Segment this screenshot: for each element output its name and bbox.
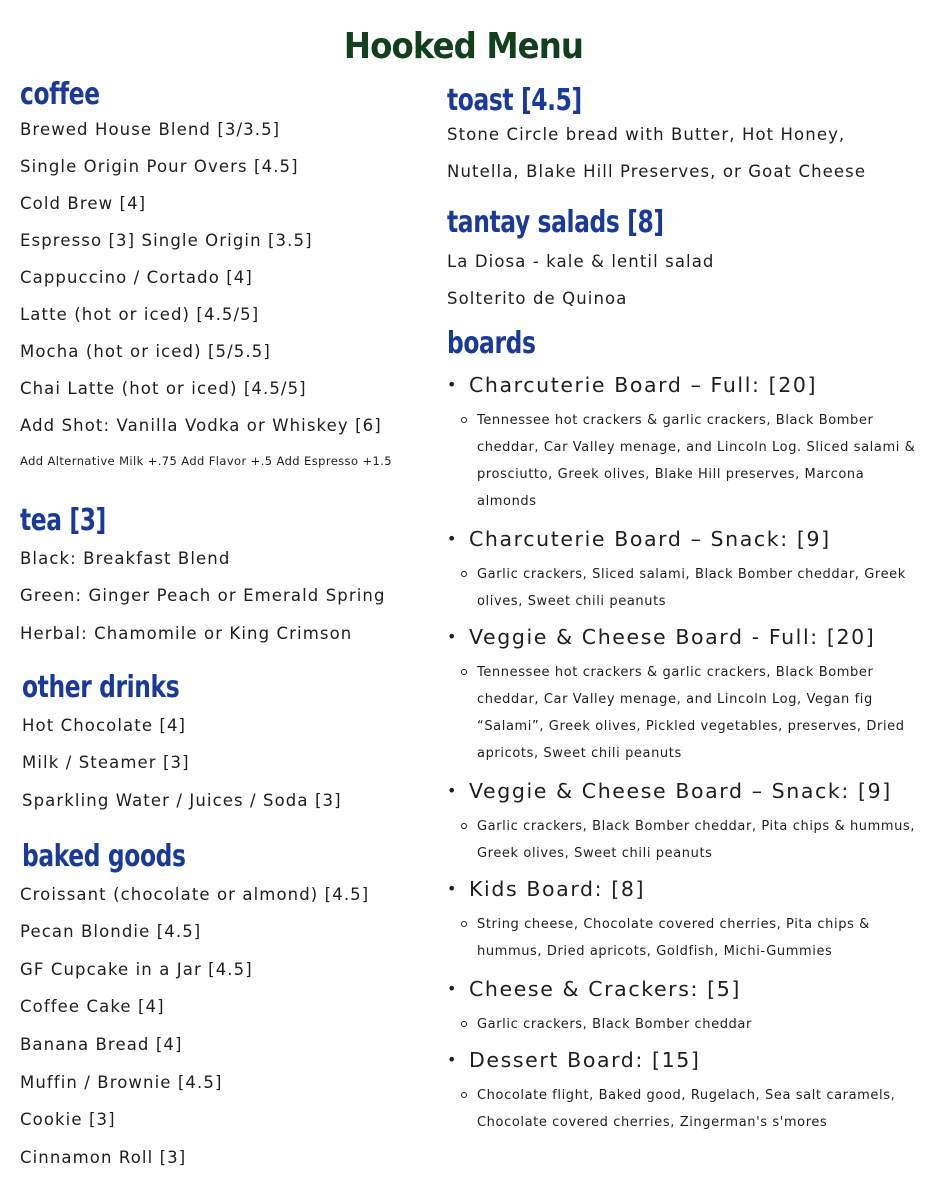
tea-item: Herbal: Chamomile or King Crimson: [20, 624, 353, 643]
coffee-item: Cappuccino / Cortado [4]: [20, 268, 253, 287]
board-title: • Kids Board: [8]: [447, 877, 646, 901]
board-description: String cheese, Chocolate covered cherries, Pita chips & hummus, Dried apricots, Goldfish, Michi-Gummies: [477, 911, 917, 965]
toast-line: Nutella, Blake Hill Preserves, or Goat Cheese: [447, 162, 867, 181]
coffee-item: Espresso [3] Single Origin [3.5]: [20, 231, 313, 250]
coffee-item: Chai Latte (hot or iced) [4.5/5]: [20, 379, 307, 398]
baked-goods-item: Cookie [3]: [20, 1110, 116, 1129]
tea-heading: tea [3]: [20, 503, 106, 538]
board-description: Chocolate flight, Baked good, Rugelach, Sea salt caramels, Chocolate covered cherries, Zingerman's s'mores: [477, 1082, 917, 1136]
salads-heading: tantay salads [8]: [447, 205, 664, 240]
coffee-item: Brewed House Blend [3/3.5]: [20, 120, 281, 139]
salad-item: Solterito de Quinoa: [447, 289, 628, 308]
coffee-item: Cold Brew [4]: [20, 194, 147, 213]
board-title: • Veggie & Cheese Board - Full: [20]: [447, 625, 876, 649]
coffee-heading: coffee: [20, 77, 100, 112]
board-description: Tennessee hot crackers & garlic crackers, Black Bomber cheddar, Car Valley menage, and Lincoln Log. Sliced salami & prosciutto, Greek olives, Blake Hill preserves, Marcona almonds: [477, 407, 917, 515]
board-description: Tennessee hot crackers & garlic crackers, Black Bomber cheddar, Car Valley menage, and Lincoln Log, Vegan fig “Salami”, Greek olives, Pickled vegetables, preserves, Dried apricots, Sweet chili peanuts: [477, 659, 917, 767]
baked-goods-item: Croissant (chocolate or almond) [4.5]: [20, 885, 370, 904]
baked-goods-item: Coffee Cake [4]: [20, 997, 165, 1016]
coffee-item: Add Shot: Vanilla Vodka or Whiskey [6]: [20, 416, 382, 435]
baked-goods-item: Muffin / Brownie [4.5]: [20, 1073, 223, 1092]
board-title: • Charcuterie Board – Full: [20]: [447, 373, 818, 397]
board-title: • Charcuterie Board – Snack: [9]: [447, 527, 831, 551]
coffee-addons: Add Alternative Milk +.75 Add Flavor +.5 Add Espresso +1.5: [20, 454, 392, 468]
toast-line: Stone Circle bread with Butter, Hot Honey,: [447, 125, 846, 144]
tea-item: Black: Breakfast Blend: [20, 549, 231, 568]
toast-heading: toast [4.5]: [447, 83, 582, 118]
board-description: Garlic crackers, Black Bomber cheddar: [477, 1011, 917, 1038]
coffee-item: Single Origin Pour Overs [4.5]: [20, 157, 299, 176]
tea-item: Green: Ginger Peach or Emerald Spring: [20, 586, 386, 605]
coffee-item: Latte (hot or iced) [4.5/5]: [20, 305, 260, 324]
board-title: • Veggie & Cheese Board – Snack: [9]: [447, 779, 892, 803]
board-title: • Cheese & Crackers: [5]: [447, 977, 741, 1001]
other-drinks-item: Sparkling Water / Juices / Soda [3]: [22, 791, 342, 810]
board-description: Garlic crackers, Sliced salami, Black Bomber cheddar, Greek olives, Sweet chili peanuts: [477, 561, 917, 615]
board-title: • Dessert Board: [15]: [447, 1048, 701, 1072]
baked-goods-item: Banana Bread [4]: [20, 1035, 183, 1054]
menu-title: Hooked Menu: [343, 26, 584, 67]
baked-goods-item: Cinnamon Roll [3]: [20, 1148, 187, 1167]
other-drinks-item: Hot Chocolate [4]: [22, 716, 187, 735]
other-drinks-heading: other drinks: [22, 670, 180, 705]
other-drinks-item: Milk / Steamer [3]: [22, 753, 190, 772]
salad-item: La Diosa - kale & lentil salad: [447, 252, 715, 271]
baked-goods-item: Pecan Blondie [4.5]: [20, 922, 202, 941]
boards-heading: boards: [447, 326, 536, 361]
baked-goods-heading: baked goods: [22, 839, 186, 874]
coffee-item: Mocha (hot or iced) [5/5.5]: [20, 342, 271, 361]
baked-goods-item: GF Cupcake in a Jar [4.5]: [20, 960, 253, 979]
board-description: Garlic crackers, Black Bomber cheddar, Pita chips & hummus, Greek olives, Sweet chili peanuts: [477, 813, 917, 867]
